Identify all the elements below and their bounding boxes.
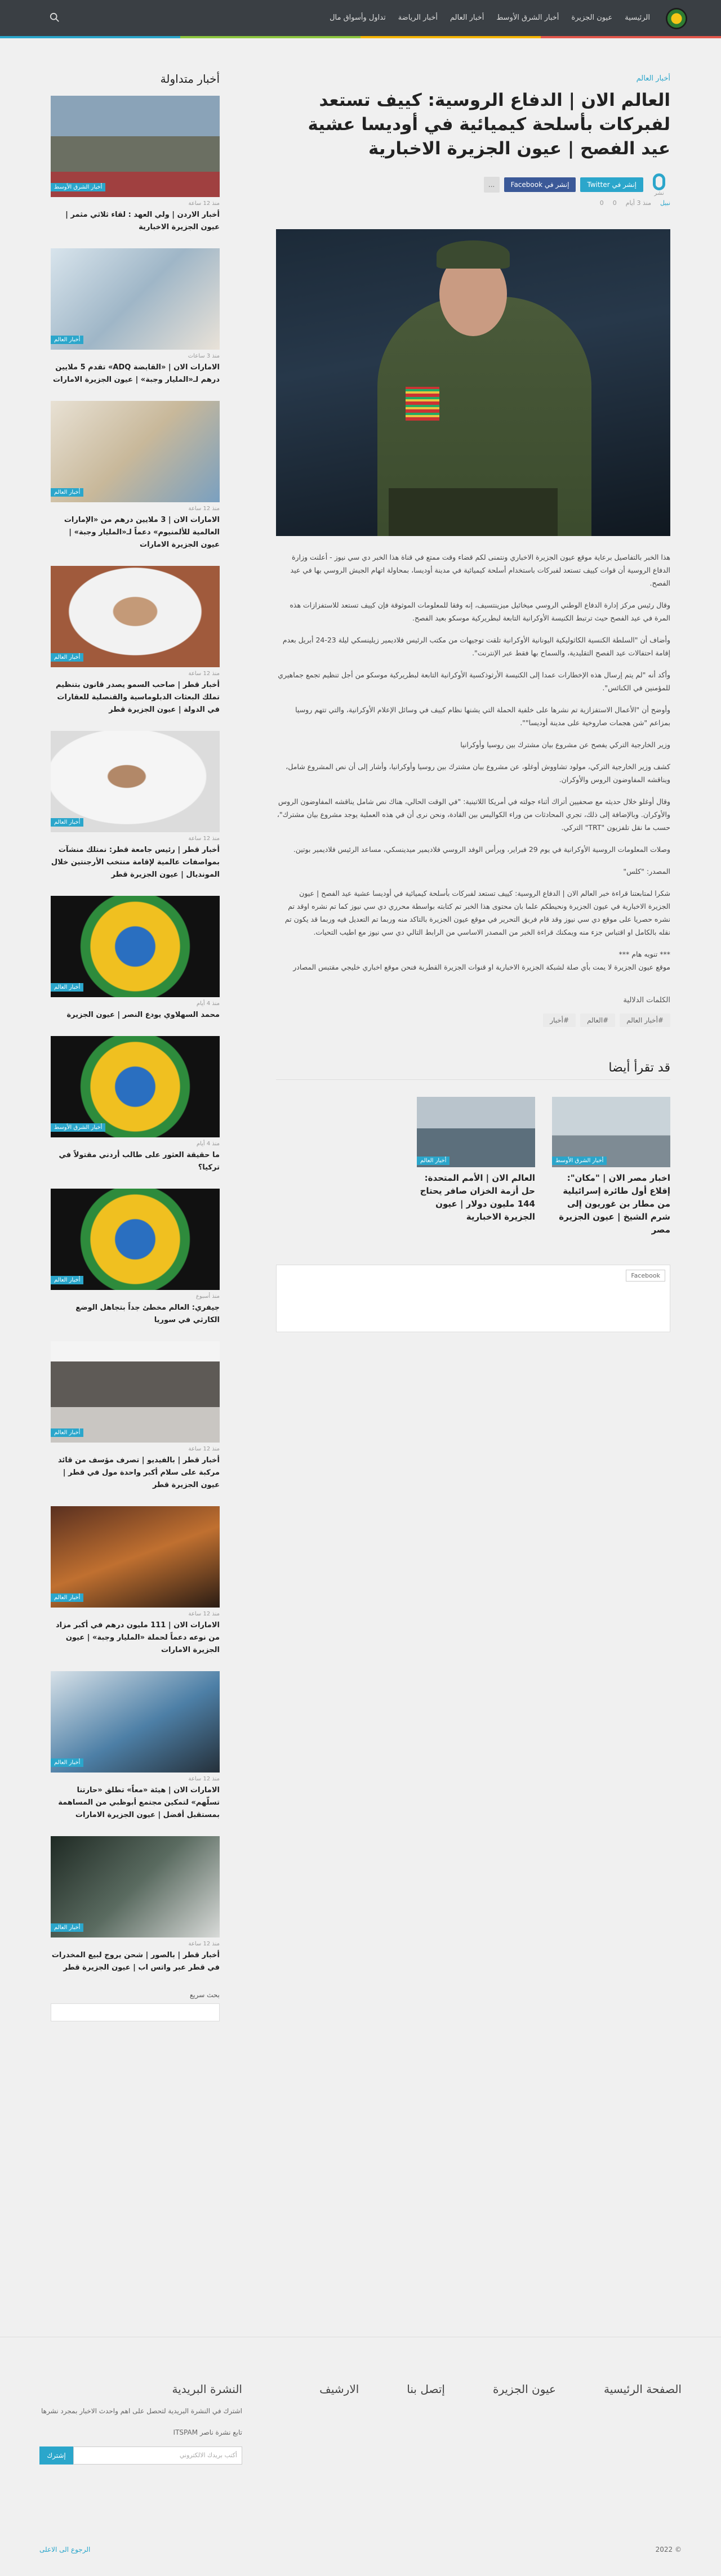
article-category[interactable]: أخبار العالم (636, 74, 670, 83)
footer-link-home[interactable]: الصفحة الرئيسية (604, 2382, 682, 2396)
sidebar-image (51, 96, 220, 197)
sidebar-image (51, 1036, 220, 1137)
sidebar-item[interactable] (51, 401, 220, 551)
facebook-widget[interactable] (276, 1265, 670, 1332)
meta-comments: 0 (612, 199, 617, 207)
facebook-widget-label: Facebook (626, 1270, 665, 1282)
sidebar-item-title: أخبار قطر | صاحب السمو يصدر قانون بتنظيم تملك البعثات الدبلوماسية والقنصلية للعقارات في الدولة | عيون الجزيرة قطر (55, 681, 220, 714)
nav-item-home[interactable]: الرئيسية (625, 14, 650, 22)
sidebar-item[interactable] (51, 1341, 220, 1492)
sidebar-image (51, 1671, 220, 1773)
sidebar-image (51, 1836, 220, 1937)
more-share-button[interactable]: ... (484, 177, 500, 193)
search-icon[interactable] (50, 12, 60, 23)
sidebar-item[interactable] (51, 731, 220, 881)
related-badge: أخبار الشرق الأوسط (552, 1157, 607, 1165)
paragraph: المصدر: "كلس" (623, 867, 670, 876)
twitter-share-button[interactable]: إنشر في Twitter (580, 177, 643, 192)
paragraph: وزير الخارجية التركي يفصح عن مشروع بيان مشترك بين روسيا وأوكرانيا (460, 740, 670, 749)
paragraph: *** تنويه هام *** موقع عيون الجزيرة لا يمت بأي صلة لشبكة الجزيرة الاخبارية او قنوات الجزيرة القطرية فنحن موقع اخباري خليجي مقتبس المصادر (293, 950, 670, 971)
sidebar-badge: أخبار العالم (51, 488, 83, 497)
sidebar-image (51, 1506, 220, 1608)
nav-item-eyes[interactable]: عيون الجزيرة (571, 14, 613, 22)
share-label: نشر (654, 190, 664, 197)
share-count-icon (653, 173, 665, 190)
paragraph: وأكد أنه "لم يتم إرسال هذه الإخطارات عمدا إلى الكنيسة الأرثوذكسية الأوكرانية التابعة لبطريركية موسكو من أجل تنظيم تجمع جماهيري للمؤمنين في الكنائس". (278, 671, 670, 692)
sidebar-item[interactable] (51, 1189, 220, 1327)
sidebar-date: منذ 12 ساعة (188, 1611, 220, 1617)
footer-links (319, 2382, 682, 2396)
sidebar-badge: أخبار العالم (51, 983, 83, 992)
article-meta (276, 199, 670, 207)
sidebar (51, 72, 220, 2021)
sidebar-item-title: جيفري: العالم مخطئ جداً بتجاهل الوضع الكارثي في سوريا (75, 1303, 220, 1324)
sidebar-badge: أخبار العالم (51, 653, 83, 662)
footer (0, 2337, 721, 2576)
sidebar-item[interactable] (51, 96, 220, 234)
sidebar-date: منذ 12 ساعة (188, 836, 220, 842)
facebook-share-button[interactable]: إنشر في Facebook (504, 177, 576, 192)
sidebar-image (51, 248, 220, 350)
article-title: العالم الان | الدفاع الروسية: كييف تستعد لفبركات بأسلحة كيميائية في أوديسا عشية عيد الفصح | عيون الجزيرة الاخبارية (308, 90, 670, 159)
newsletter-form (39, 2446, 242, 2465)
footer-link-archive[interactable]: الارشيف (319, 2382, 359, 2396)
related-item[interactable] (417, 1097, 535, 1236)
tag[interactable]: #أخبار (543, 1014, 576, 1027)
nav-item-sports[interactable]: أخبار الرياضة (398, 14, 438, 22)
article-body (276, 551, 670, 974)
sidebar-image (51, 731, 220, 832)
share-bar (276, 173, 670, 196)
meta-sharecount: 0 (599, 199, 604, 207)
sidebar-date: منذ 12 ساعة (188, 1446, 220, 1452)
related-image (552, 1097, 670, 1167)
newsletter (39, 2382, 242, 2465)
newsletter-sub: تابع نشرة ناصر ITSPAM (173, 2428, 242, 2436)
sidebar-item-title: الامارات الان | 3 ملايين درهم من «الإمارات العالمية للألمنيوم» دعماً لـ«المليار وجبة» | عيون الجزيرة الامارات (64, 516, 220, 549)
sidebar-item-title: محمد السهلاوي يودع النصر | عيون الجزيرة (66, 1011, 220, 1019)
paragraph: وقال رئيس مركز إدارة الدفاع الوطني الروسي ميخائيل ميزينتسيف، إنه وفقا للمعلومات الموثوقة فإن كييف تستعد للاستفزازات هذه المرة في عيد الفصح حيث ترتبط الكنيسة الأوكرانية التابعة لبطريركية موسكو بعيد الفصح. (290, 601, 670, 622)
related-image (417, 1097, 535, 1167)
sidebar-image (51, 401, 220, 502)
footer-link-eyes[interactable]: عيون الجزيرة (492, 2382, 556, 2396)
sidebar-badge: أخبار العالم (51, 1758, 83, 1767)
keywords-label: الكلمات الدلالية (623, 996, 670, 1004)
color-strip (0, 36, 721, 38)
sidebar-badge: أخبار العالم (51, 1428, 83, 1437)
sidebar-badge: أخبار العالم (51, 1593, 83, 1602)
top-navbar (0, 0, 721, 36)
paragraph: كشف وزير الخارجية التركي، مولود تشاووش أوغلو، عن مشروع بيان مشترك بين روسيا وأوكرانيا، وأشار إلى أن نص المشروع شامل، ويناقشه المفاوضون الروس والأوكران. (286, 762, 670, 784)
paragraph: وصلات المعلومات الروسية الأوكرانية في يوم 29 فبراير، ويرأس الوفد الروسي فلاديمير ميدينسكي، مساعد الرئيس فلاديمير بوتين. (293, 845, 670, 854)
newsletter-text: اشترك في النشرة البريدية لتحصل على اهم واحدث الاخبار بمجرد نشرها (41, 2407, 242, 2415)
paragraph: هذا الخبر بالتفاصيل برعاية موقع عيون الجزيرة الاخباري ونتمنى لكم قضاء وقت ممتع في قناة هذا الخبر دي سي نيوز - أعلنت وزارة الدفاع الروسية أن قوات كييف تستعد لفبركات باستخدام أسلحة كيميائية في مدينة أوديسا، بمحاولة اتهام الجيش الروسي بها في عيد الفصح. (290, 553, 670, 587)
sidebar-image (51, 1341, 220, 1443)
share-count (648, 173, 670, 197)
sidebar-badge: أخبار العالم (51, 1923, 83, 1932)
sidebar-date: منذ 12 ساعة (188, 671, 220, 677)
sidebar-item[interactable] (51, 1036, 220, 1174)
meta-author[interactable]: نبيل (660, 199, 670, 207)
sidebar-image (51, 566, 220, 667)
paragraph: وأوضح أن "الأعمال الاستفزازية تم نشرها على خلفية الحملة التي يشنها نظام كييف في وسائل الإعلام الأوكرانية، والتي تتهم روسيا بمزاعم "شن هجمات صاروخية على مدينة أوديسا"". (295, 706, 670, 727)
newsletter-title: النشرة البريدية (172, 2382, 242, 2396)
sidebar-badge: أخبار العالم (51, 336, 83, 344)
sidebar-badge: أخبار الشرق الأوسط (51, 183, 105, 191)
sidebar-date: منذ 12 ساعة (188, 1776, 220, 1782)
copyright: © 2022 (655, 2546, 682, 2553)
email-input[interactable]: أكتب بريدك الالكتروني (73, 2446, 242, 2465)
sidebar-badge: أخبار العالم (51, 818, 83, 827)
main-nav (323, 0, 656, 36)
sidebar-item[interactable] (51, 566, 220, 716)
related-title: العالم الان | الأمم المتحدة: حل أزمة الخزان صافر يحتاج 144 مليون دولار | عيون الجزيرة الاخبارية (420, 1173, 535, 1222)
site-logo[interactable] (666, 8, 687, 29)
hair (437, 240, 510, 269)
also-read-title: قد تقرأ أيضا (276, 1061, 670, 1080)
nav-item-middle-east[interactable]: أخبار الشرق الأوسط (496, 14, 559, 22)
medals (406, 387, 439, 421)
sidebar-date: منذ 3 ساعات (188, 353, 220, 359)
sidebar-date: منذ 12 ساعة (188, 506, 220, 512)
sidebar-item-title: الامارات الان | هيئة «معاً» تطلق «حارتنا تسلّهم» لتمكين مجتمع أبوظبي من المساهمة بمستقبل أفضل | عيون الجزيرة الامارات (58, 1786, 220, 1819)
sidebar-date: منذ أسبوع (195, 1293, 220, 1300)
back-to-top-link[interactable]: الرجوع الى الاعلى (39, 2546, 91, 2553)
article-main (276, 72, 670, 1332)
sidebar-item[interactable] (51, 1836, 220, 1974)
related-title: اخبار مصر الان | "مكان": إقلاع أول طائرة إسرائيلية من مطار بن غوريون إلى شرم الشيخ | عيون الجزيرة مصر (559, 1173, 670, 1235)
sidebar-date: منذ 12 ساعة (188, 1941, 220, 1947)
sidebar-image (51, 896, 220, 997)
sidebar-badge: أخبار العالم (51, 1276, 83, 1284)
featured-image (276, 229, 670, 536)
meta-time: منذ 3 أيام (625, 199, 651, 207)
table (389, 488, 558, 536)
sidebar-item-title: أخبار قطر | بالصور | شحن يروج لبيع المخدرات في قطر عبر واتس اب | عيون الجزيرة قطر (51, 1951, 220, 1972)
related-list (276, 1097, 670, 1236)
sidebar-item[interactable] (51, 248, 220, 386)
sidebar-item-title: الامارات الان | «القابضة ADQ» تقدم 5 ملايين درهم لـ«المليار وجبة» | عيون الجزيرة الامارات (53, 363, 220, 384)
quick-search-label: بحث سريع (189, 1991, 220, 1999)
subscribe-button[interactable]: إشترك (39, 2446, 73, 2465)
sidebar-item-title: أخبار قطر | رئيس جامعة قطر: نمتلك منشآت بمواصفات عالمية لإقامة منتخب الأرجنتين خلال المونديال | عيون الجزيرة قطر (51, 846, 220, 879)
related-badge: أخبار العالم (417, 1157, 449, 1165)
nav-item-world[interactable]: أخبار العالم (449, 14, 484, 22)
paragraph: شكرا لمتابعتنا قراءة خبر العالم الان | الدفاع الروسية: كييف تستعد لفبركات بأسلحة كيميائية في أوديسا عشية عيد الفصح | عيون الجزيرة الاخبارية في عيون الجزيرة ونحيطكم علما بان محتوى هذا الخبر تم كتابته بواسطة محرري دي سي نيوز كما تم نشره اوقد تم نشره حصريا على موقع دي سي نيوز وقد قام فريق التحرير في موقع عيون الجزيرة بالتاكد منه وربما تم التعديل فيه وربما قد يكون تم نقله بالكامل او اقتباس جزء منه ويمكنك قراءة الخبر من المصدر الاساسي من الرابط التالي دي سي نيوز مع اطيب التحيات. (284, 889, 670, 936)
paragraph: وأضاف أن "السلطة الكنسية الكاثوليكية اليونانية الأوكرانية تلقت توجيهات من مكتب الرئيس فلاديمير زيلينسكي ليلة 23-24 أبريل بعدم إقامة احتفالات عيد الفصح التقليدية، والسماح بها فقط عبر الإنترنت". (282, 636, 670, 657)
sidebar-image (51, 1189, 220, 1290)
sidebar-title: أخبار متداولة (160, 72, 220, 86)
related-item[interactable] (552, 1097, 670, 1236)
footer-link-contact[interactable]: إتصل بنا (407, 2382, 445, 2396)
sidebar-badge: أخبار الشرق الأوسط (51, 1123, 105, 1132)
sidebar-date: منذ 12 ساعة (188, 200, 220, 207)
sidebar-item-title: ما حقيقة العثور على طالب أردني مقتولاً في تركيا؟ (59, 1151, 220, 1172)
sidebar-date: منذ 4 أيام (196, 1141, 220, 1147)
sidebar-item-title: أخبار الاردن | ولي العهد : لقاء ثلاثي مثمر | عيون الجزيرة الاخبارية (65, 211, 220, 231)
tag[interactable]: #العالم (580, 1014, 615, 1027)
sidebar-date: منذ 4 أيام (196, 1001, 220, 1007)
sidebar-item[interactable] (51, 1506, 220, 1657)
sidebar-item[interactable] (51, 896, 220, 1021)
quick-search-input[interactable] (51, 2003, 220, 2021)
tag-list (276, 1014, 670, 1027)
sidebar-item-title: أخبار قطر | بالفيديو | تصرف مؤسف من قائد مركبة على سلام أكبر واحدة مول في قطر | عيون الجزيرة قطر (57, 1456, 220, 1489)
nav-item-markets[interactable]: تداول وأسواق مال (330, 14, 386, 22)
sidebar-item[interactable] (51, 1671, 220, 1821)
sidebar-item-title: الامارات الان | 111 مليون درهم في أكبر مزاد من نوعه دعماً لحملة «المليار وجبة» | عيون الجزيرة الامارات (55, 1621, 220, 1654)
paragraph: وقال أوغلو خلال حديثه مع صحفيين أتراك أثناء جولته في أمريكا اللاتينية: "في الوقت الحالي، هناك نص شامل يناقشه المفاوضون الروس والأوكران. وبالإضافة إلى ذلك، تجري المحادثات من وراء الكواليس بين القادة، ونحن نرى أن في هذه العملية يوجد مشروع بيان مشترك"، حسب ما نقل تلفزيون "TRT" التركي. (277, 797, 670, 832)
tag[interactable]: #أخبار العالم (620, 1014, 670, 1027)
